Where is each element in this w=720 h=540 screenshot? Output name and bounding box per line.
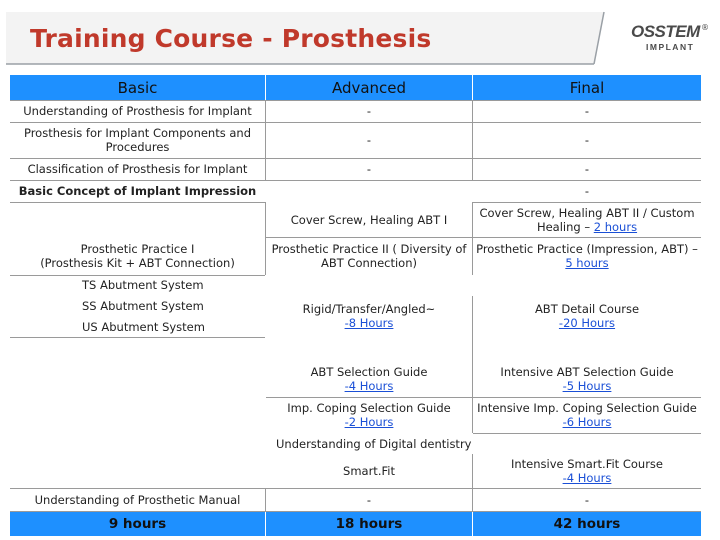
column-divider [265, 488, 266, 511]
registered-mark-icon: ® [701, 23, 709, 32]
advanced-r3: - [366, 162, 372, 176]
advanced-rigid-text: Rigid/Transfer/Angled~ [302, 302, 436, 316]
advanced-r2: - [366, 133, 372, 147]
advanced-r1: - [366, 104, 372, 118]
row-divider [10, 158, 701, 159]
logo-wordmark: OSSTEM [631, 22, 700, 41]
final-intensive-smartfit-text: Intensive Smart.Fit Course [510, 457, 663, 471]
row-divider [10, 337, 265, 338]
final-r4: - [584, 184, 590, 198]
final-r3: - [584, 162, 590, 176]
header-basic: Basic [10, 75, 265, 100]
final-practice [473, 237, 701, 275]
row-divider [10, 511, 701, 512]
logo-subtext: IMPLANT [646, 42, 695, 52]
row-divider [266, 237, 701, 238]
final-abt-detail [473, 296, 701, 336]
advanced-abt-guide [266, 361, 472, 397]
row-divider [10, 202, 265, 203]
advanced-digital-dentistry: Understanding of Digital dentistry [276, 437, 472, 451]
column-divider [472, 454, 473, 511]
final-manual: - [584, 493, 590, 507]
column-divider [265, 100, 266, 180]
final-r1: - [584, 104, 590, 118]
final-intensive-abt [473, 361, 701, 397]
final-r2: - [584, 133, 590, 147]
basic-us-abutment: US Abutment System [82, 320, 205, 334]
final-abt-detail-text: ABT Detail Course [534, 302, 640, 316]
column-divider [472, 100, 473, 180]
basic-ss-abutment: SS Abutment System [82, 299, 204, 313]
advanced-manual: - [366, 493, 372, 507]
advanced-practice: Prosthetic Practice II ( Diversity of ABT Connection) [271, 242, 467, 270]
final-practice-hours: 5 hours [565, 256, 609, 270]
advanced-coping-guide [266, 397, 472, 433]
advanced-abt-guide-text: ABT Selection Guide [310, 365, 428, 379]
final-intensive-coping [473, 397, 701, 433]
column-divider [472, 202, 473, 275]
final-intensive-smartfit-hours: -4 Hours [562, 471, 612, 485]
row-divider [10, 122, 701, 123]
row-divider [473, 202, 701, 203]
final-intensive-smartfit [473, 454, 701, 488]
osstem-logo [618, 20, 714, 56]
column-divider [472, 296, 473, 433]
basic-components-procedures: Prosthesis for Implant Components and Procedures [23, 126, 252, 154]
row-divider [266, 397, 701, 398]
final-intensive-abt-text: Intensive ABT Selection Guide [500, 365, 674, 379]
basic-prosthetic-manual: Understanding of Prosthetic Manual [34, 493, 241, 507]
header-final: Final [473, 75, 701, 100]
header-advanced: Advanced [266, 75, 472, 100]
final-intensive-coping-hours: -6 Hours [562, 415, 612, 429]
row-divider [10, 180, 701, 181]
final-intensive-abt-hours: -5 Hours [562, 379, 612, 393]
advanced-rigid [266, 296, 472, 336]
total-basic-hours: 9 hours [10, 511, 265, 536]
basic-practice-detail: (Prosthesis Kit + ABT Connection) [40, 256, 235, 270]
row-divider [10, 100, 701, 101]
advanced-rigid-hours: -8 Hours [344, 316, 394, 330]
row-divider [473, 433, 701, 434]
final-cover-screw-hours: 2 hours [593, 220, 638, 234]
final-intensive-coping-text: Intensive Imp. Coping Selection Guide [477, 401, 697, 415]
advanced-coping-guide-hours: -2 Hours [344, 415, 394, 429]
basic-impression-concept: Basic Concept of Implant Impression [18, 184, 257, 198]
final-cover-screw-text: Cover Screw, Healing ABT II / Custom Healing – [479, 206, 695, 234]
advanced-smartfit: Smart.Fit [343, 464, 395, 478]
final-abt-detail-hours: -20 Hours [558, 316, 616, 330]
basic-practice-title: Prosthetic Practice I [80, 242, 195, 256]
advanced-coping-guide-text: Imp. Coping Selection Guide [287, 401, 451, 415]
basic-classification: Classification of Prosthesis for Implant [27, 162, 248, 176]
advanced-abt-guide-hours: -4 Hours [344, 379, 394, 393]
total-advanced-hours: 18 hours [266, 511, 472, 536]
basic-prosthesis-understanding: Understanding of Prosthesis for Implant [23, 104, 252, 118]
final-practice-text: Prosthetic Practice (Impression, ABT) – [476, 242, 698, 256]
final-cover-screw [473, 203, 701, 237]
row-divider [10, 275, 265, 276]
row-divider [10, 488, 701, 489]
column-divider [265, 202, 266, 275]
basic-ts-abutment: TS Abutment System [82, 278, 204, 292]
advanced-cover-screw: Cover Screw, Healing ABT I [290, 213, 448, 227]
total-final-hours: 42 hours [473, 511, 701, 536]
page-title: Training Course - Prosthesis [30, 24, 432, 53]
basic-practice [10, 237, 265, 275]
